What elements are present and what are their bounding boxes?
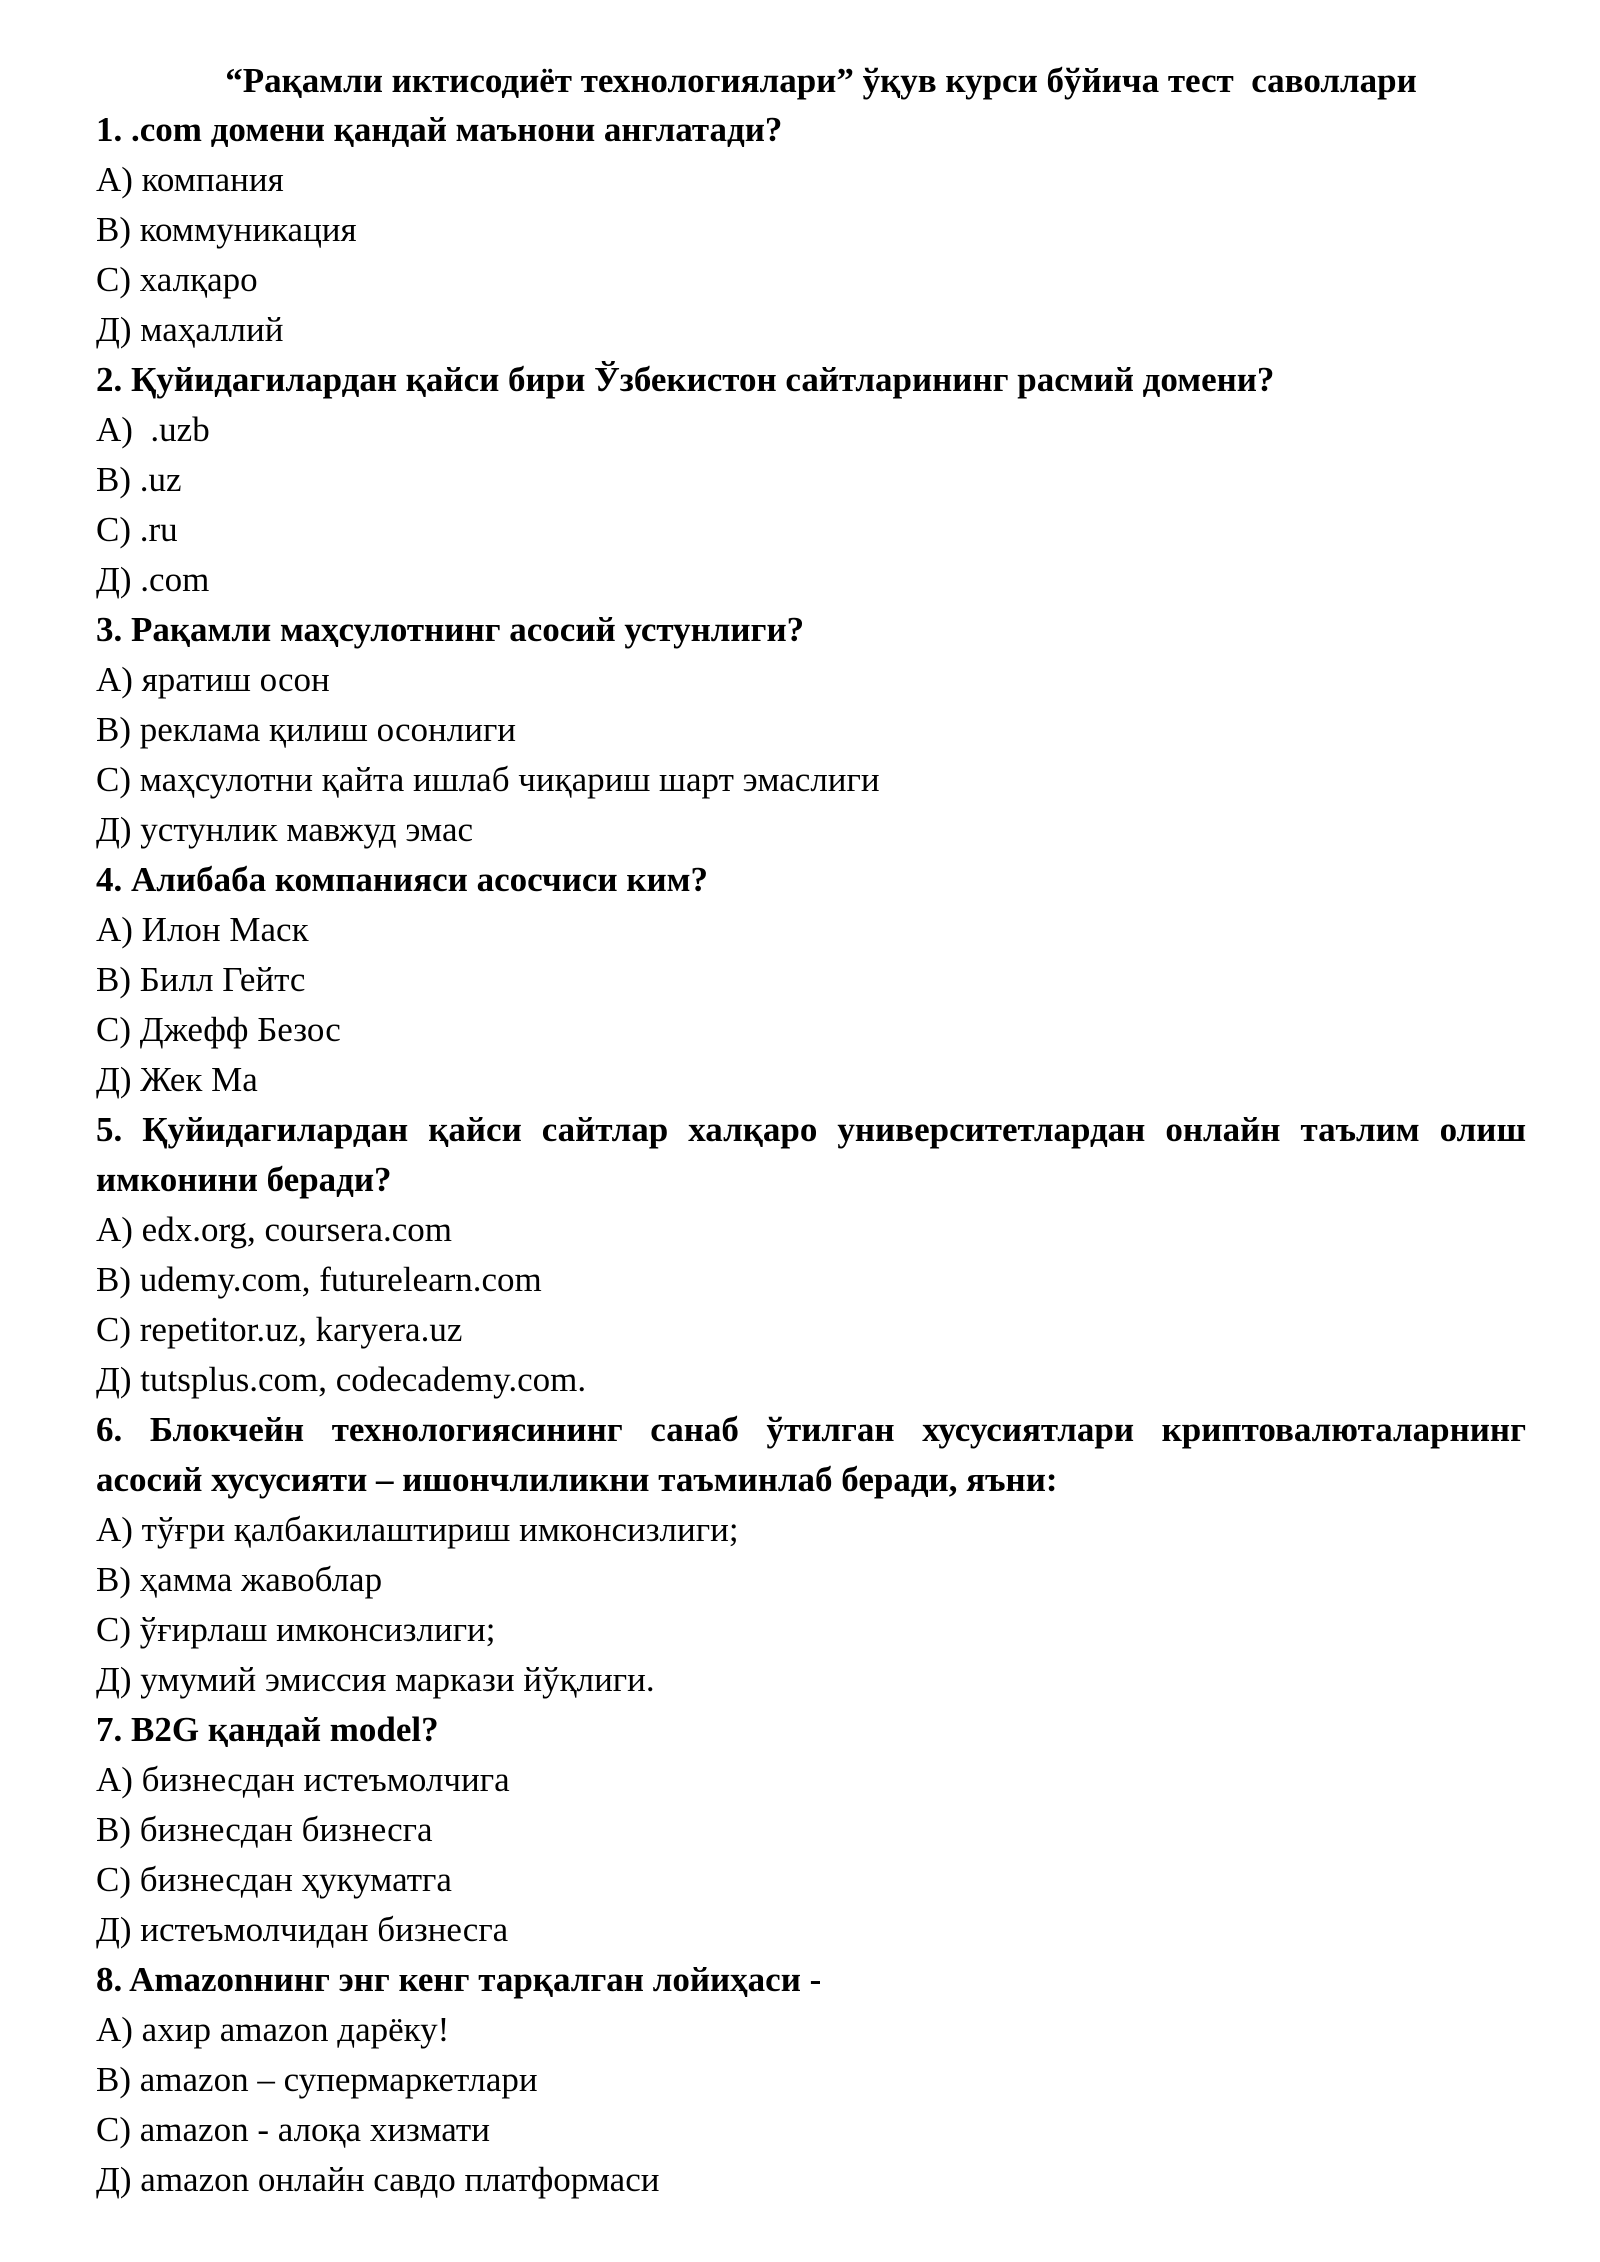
answer-option-a: А) edx.org, coursera.com <box>96 1210 453 1249</box>
answer-option-b: B) udemy.com, futurelearn.com <box>96 1260 542 1299</box>
answer-option-d: Д) amazon онлайн савдо платформаси <box>96 2160 660 2199</box>
question-text: 1. .com домени қандай маънони англатади? <box>96 110 783 149</box>
answer-option-c: C) маҳсулотни қайта ишлаб чиқариш шарт эмаслиги <box>96 760 880 799</box>
answer-option-c: C) repetitor.uz, karyera.uz <box>96 1310 463 1349</box>
question-text: 8. Amazonнинг энг кенг тарқалган лойиҳаси - <box>96 1960 822 1999</box>
answer-option-c: C) .ru <box>96 510 178 549</box>
answer-option-d: Д) .com <box>96 560 210 599</box>
answer-option-a: А) компания <box>96 160 284 199</box>
question-text: 7. B2G қандай model? <box>96 1710 439 1749</box>
question-4 <box>96 855 1526 1105</box>
question-8 <box>96 1955 1526 2205</box>
answer-option-b: B) amazon – супермаркетлари <box>96 2060 538 2099</box>
answer-option-d: Д) Жек Ма <box>96 1060 258 1099</box>
answer-option-b: B) коммуникация <box>96 210 357 249</box>
question-text: 4. Алибаба компанияси асосчиси ким? <box>96 860 708 899</box>
answer-option-b: B) ҳамма жавоблар <box>96 1560 383 1599</box>
question-5 <box>96 1105 1526 1405</box>
answer-option-a: А) яратиш осон <box>96 660 330 699</box>
question-6 <box>96 1405 1526 1705</box>
answer-option-a: А) тўғри қалбакилаштириш имконсизлиги; <box>96 1510 739 1549</box>
question-7 <box>96 1705 1526 1955</box>
answer-option-a: А) Илон Маск <box>96 910 309 949</box>
answer-option-d: Д) умумий эмиссия маркази йўқлиги. <box>96 1660 655 1699</box>
question-text: 6. Блокчейн технологиясининг санаб ўтилган хусусиятлари криптовалюталарнинг асосий хусусияти – ишончлиликни таъминлаб беради, яъни: <box>96 1410 1526 1499</box>
question-3 <box>96 605 1526 855</box>
question-1 <box>96 105 1526 355</box>
answer-option-d: Д) истеъмолчидан бизнесга <box>96 1910 509 1949</box>
question-text: 2. Қуйидагилардан қайси бири Ўзбекистон сайтларининг расмий домени? <box>96 360 1275 399</box>
answer-option-b: B) бизнесдан бизнесга <box>96 1810 433 1849</box>
answer-option-d: Д) tutsplus.com, codecademy.com. <box>96 1360 587 1399</box>
answer-option-c: C) халқаро <box>96 260 258 299</box>
document-title: “Рақамли иктисодиёт технологиялари” ўқув курси бўйича тест саволлари <box>225 61 1417 100</box>
question-text: 5. Қуйидагилардан қайси сайтлар халқаро университетлардан онлайн таълим олиш имконини беради? <box>96 1110 1526 1199</box>
answer-option-b: B) реклама қилиш осонлиги <box>96 710 517 749</box>
answer-option-b: B) Билл Гейтс <box>96 960 306 999</box>
answer-option-c: C) ўғирлаш имконсизлиги; <box>96 1610 496 1649</box>
answer-option-a: А) ахир amazon дарёку! <box>96 2010 450 2049</box>
answer-option-c: C) бизнесдан ҳукуматга <box>96 1860 452 1899</box>
answer-option-a: А) .uzb <box>96 410 210 449</box>
answer-option-d: Д) устунлик мавжуд эмас <box>96 810 474 849</box>
answer-option-a: А) бизнесдан истеъмолчига <box>96 1760 510 1799</box>
answer-option-b: B) .uz <box>96 460 182 499</box>
document-page <box>96 55 1526 2205</box>
answer-option-d: Д) маҳаллий <box>96 310 284 349</box>
question-text: 3. Рақамли маҳсулотнинг асосий устунлиги? <box>96 610 805 649</box>
answer-option-c: C) amazon - алоқа хизмати <box>96 2110 490 2149</box>
answer-option-c: C) Джефф Безос <box>96 1010 341 1049</box>
question-2 <box>96 355 1526 605</box>
